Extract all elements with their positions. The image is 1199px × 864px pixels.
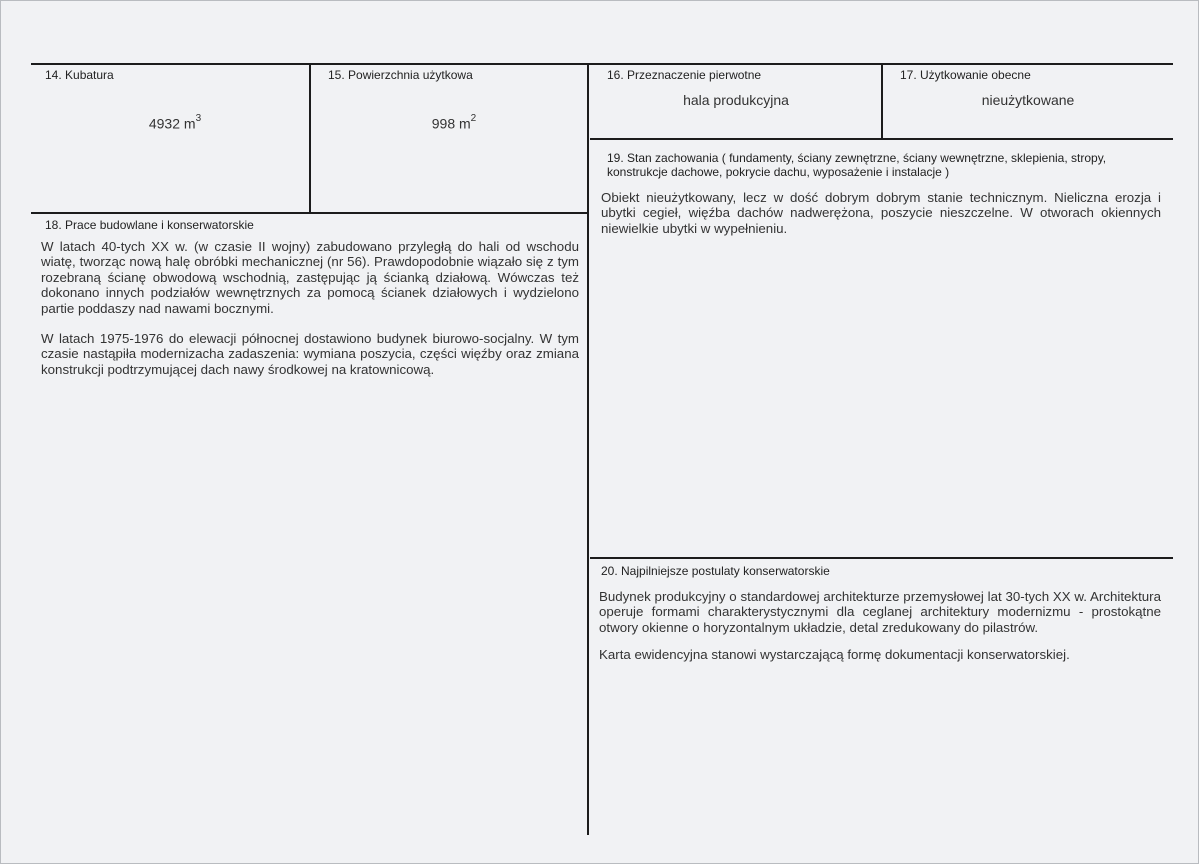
rule-above-20 <box>590 557 1173 559</box>
field-18-paragraph-1: W latach 40-tych XX w. (w czasie II wojny) zabudowano przyległą do hali od wschodu wiatę, tworząc nową halę obróbki mechanicznej (nr 56). Prawdopodobnie wiązało się z tym rozebraną ścianę obwodową wschodnią, zastępując ją ścianką działową. Wówczas też dokonano innych podziałów wewnętrznych za pomocą ścianek działowych i wydzielono partie poddaszy nad nawami bocznymi. <box>41 239 579 316</box>
volume-unit-exponent: 3 <box>195 113 202 124</box>
field-18-paragraph-2: W latach 1975-1976 do elewacji północnej dostawiono budynek biurowo-socjalny. W tym czasie nastąpiła modernizacha zadaszenia: wymiana poszycia, części więźby oraz zmiana konstrukcji podtrzymującej dach nawy środkowej na kratownicową. <box>41 331 579 377</box>
field-14-value <box>41 115 309 132</box>
field-20-label: 20. Najpilniejsze postulaty konserwatorskie <box>601 564 830 578</box>
field-20-paragraph-2: Karta ewidencyjna stanowi wystarczającą formę dokumentacji konserwatorskiej. <box>599 647 1070 662</box>
field-19-paragraph-1: Obiekt nieużytkowany, lecz w dość dobrym dobrym stanie technicznym. Nieliczna erozja i ubytki cegieł, więźba dachów nadwerężona, poszycie nieszczelne. W otworach okiennych niewielkie ubytki w wypełnieniu. <box>601 190 1161 236</box>
top-rule <box>31 63 1173 65</box>
field-15-label: 15. Powierzchnia użytkowa <box>328 68 473 82</box>
field-16-label: 16. Przeznaczenie pierwotne <box>607 68 762 82</box>
area-unit-exponent: 2 <box>470 113 477 124</box>
field-14-label: 14. Kubatura <box>45 68 114 82</box>
field-20-paragraph-1: Budynek produkcyjny o standardowej architekturze przemysłowej lat 30-tych XX w. Architektura operuje formami charakterystycznymi dla ceglanej architektury modernizmu - prostokątne otwory okienne o horyzontalnym układzie, detal zredukowany do pilastrów. <box>599 589 1161 635</box>
field-16-value: hala produkcyjna <box>683 92 789 108</box>
field-17-value: nieużytkowane <box>981 92 1075 108</box>
field-19-label: 19. Stan zachowania ( fundamenty, ściany zewnętrzne, ściany wewnętrzne, sklepienia, stropy, konstrukcje dachowe, pokrycie dachu, wyposażenie i instalacje ) <box>607 151 1107 179</box>
field-15-value <box>321 115 587 132</box>
field-18-label: 18. Prace budowlane i konserwatorskie <box>45 218 254 232</box>
field-17-label: 17. Użytkowanie obecne <box>900 68 1031 82</box>
volume-value: 4932 m <box>148 115 196 132</box>
divider-14-15 <box>309 63 311 213</box>
area-value: 998 m <box>431 115 471 132</box>
divider-center <box>587 63 589 835</box>
